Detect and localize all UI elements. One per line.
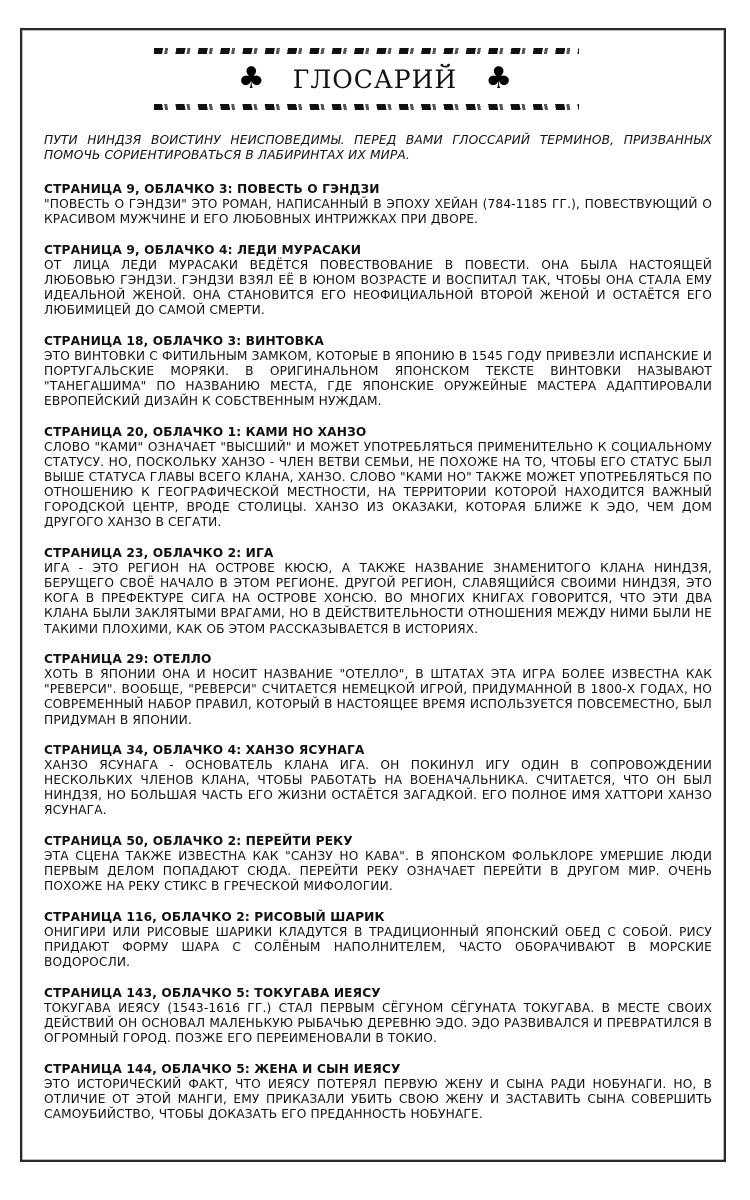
glossary-entry xyxy=(44,652,712,727)
entry-heading: СТРАНИЦА 9, ОБЛАЧКО 3: ПОВЕСТЬ О ГЭНДЗИ xyxy=(44,182,380,197)
glossary-entry xyxy=(44,243,712,318)
entry-heading: СТРАНИЦА 20, ОБЛАЧКО 1: КАМИ НО ХАНЗО xyxy=(44,424,367,439)
entry-body: ЭТО ИСТОРИЧЕСКИЙ ФАКТ, ЧТО ИЕЯСУ ПОТЕРЯЛ ПЕРВУЮ ЖЕНУ И СЫНА РАДИ НОБУНАГИ. НО, В ОТЛИЧИЕ ОТ ЭТОЙ МАНГИ, ЕМУ ПРИКАЗАЛИ УБИТЬ СВОЮ ЖЕНУ И ЗАСТАВИТЬ СЫНА СОВЕРШИТЬ САМОУБИЙСТВО, ЧТОБЫ ДОКАЗАТЬ ЕГО ПРЕДАННОСТЬ НОБУНАГЕ. xyxy=(44,1076,712,1121)
entry-heading: СТРАНИЦА 9, ОБЛАЧКО 4: ЛЕДИ МУРАСАКИ xyxy=(44,242,362,257)
entry-heading: СТРАНИЦА 144, ОБЛАЧКО 5: ЖЕНА И СЫН ИЕЯСУ xyxy=(44,1061,401,1076)
entry-body: ОНИГИРИ ИЛИ РИСОВЫЕ ШАРИКИ КЛАДУТСЯ В ТРАДИЦИОННЫЙ ЯПОНСКИЙ ОБЕД С СОБОЙ. РИСУ ПРИДАЮТ ФОРМУ ШАРА С СОЛЁНЫМ НАПОЛНИТЕЛЕМ, ЧАСТО ОБОРАЧИВАЮТ В МОРСКИЕ ВОДОРОСЛИ. xyxy=(44,925,712,970)
entry-heading: СТРАНИЦА 143, ОБЛАЧКО 5: ТОКУГАВА ИЕЯСУ xyxy=(44,985,381,1000)
entry-body: ТОКУГАВА ИЕЯСУ (1543-1616 ГГ.) СТАЛ ПЕРВЫМ СЁГУНОМ СЁГУНАТА ТОКУГАВА. В МЕСТЕ СВОИХ ДЕЙСТВИЙ ОН ОСНОВАЛ МАЛЕНЬКУЮ РЫБАЧЬЮ ДЕРЕВНЮ ЭДО. ЭДО РАЗВИВАЛСЯ И ПРЕВРАТИЛСЯ В ОГРОМНЫЙ ГОРОД. ПОЗЖЕ ЕГО ПЕРЕИМЕНОВАЛИ В ТОКИО. xyxy=(44,1000,712,1046)
glossary-entry xyxy=(44,334,712,409)
entry-body: СЛОВО "КАМИ" ОЗНАЧАЕТ "ВЫСШИЙ" И МОЖЕТ УПОТРЕБЛЯТЬСЯ ПРИМЕНИТЕЛЬНО К СОЦИАЛЬНОМУ СТАТУСУ. НО, ПОСКОЛЬКУ ХАНЗО - ЧЛЕН ВЕТВИ СЕМЬИ, НЕ ПОХОЖЕ НА ТО, ЧТОБЫ ЕГО СТАТУС БЫЛ ВЫШЕ СТАТУСА ГЛАВЫ ВСЕГО КЛАНА, ХАНЗО. СЛОВО "КАМИ НО" ТАКЖЕ МОЖЕТ УПОТРЕБЛЯТЬСЯ ПО ОТНОШЕНИЮ К ГЕОГРАФИЧЕСКОЙ МЕСТНОСТИ, НА ТЕРРИТОРИИ КОТОРОЙ НАХОДИТСЯ ВАЖНЫЙ ГОРОДСКОЙ ЦЕНТР, ВРОДЕ СТОЛИЦЫ. ХАНЗО ИЗ ОКАЗАКИ, КОТОРАЯ БЛИЖЕ К ЭДО, ЧЕМ ДОМ ДРУГОГО ХАНЗО В СЕГАТИ. xyxy=(44,440,712,530)
page-title: ГЛОСАРИЙ xyxy=(292,64,458,94)
header xyxy=(0,60,750,98)
glossary-content xyxy=(44,133,712,1138)
entry-heading: СТРАНИЦА 23, ОБЛАЧКО 2: ИГА xyxy=(44,546,274,561)
entry-heading: СТРАНИЦА 50, ОБЛАЧКО 2: ПЕРЕЙТИ РЕКУ xyxy=(44,834,353,849)
club-icon: ♣ xyxy=(485,61,513,96)
entry-heading: СТРАНИЦА 29: ОТЕЛЛО xyxy=(44,652,212,667)
entry-body: ЭТА СЦЕНА ТАКЖЕ ИЗВЕСТНА КАК "САНЗУ НО КАВА". В ЯПОНСКОМ ФОЛЬКЛОРЕ УМЕРШИЕ ЛЮДИ ПЕРВЫМ ДЕЛОМ ПОПАДАЮТ СЮДА. ПЕРЕЙТИ РЕКУ ОЗНАЧАЕТ ПЕРЕЙТИ В ДРУГОМ МИР. ОЧЕНЬ ПОХОЖЕ НА РЕКУ СТИКС В ГРЕЧЕСКОЙ МИФОЛОГИИ. xyxy=(44,849,712,894)
glossary-entry xyxy=(44,834,712,894)
entry-body: ОТ ЛИЦА ЛЕДИ МУРАСАКИ ВЕДЁТСЯ ПОВЕСТВОВАНИЕ В ПОВЕСТИ. ОНА БЫЛА НАСТОЯЩЕЙ ЛЮБОВЬЮ ГЭНДЗИ. ГЭНДЗИ ВЗЯЛ ЕЁ В ЮНОМ ВОЗРАСТЕ И ВОСПИТАЛ ТАК, ЧТОБЫ ОНА СТАЛА ЕМУ ИДЕАЛЬНОЙ ЖЕНОЙ. ОНА СТАНОВИТСЯ ЕГО НЕОФИЦИАЛЬНОЙ ВТОРОЙ ЖЕНОЙ И ОСТАЁТСЯ ЕГО ЛЮБИМИЦЕЙ ДО САМОЙ СМЕРТИ. xyxy=(44,258,712,318)
ornament-divider-bottom xyxy=(154,104,579,110)
ornament-divider-top xyxy=(154,48,579,54)
glossary-entry xyxy=(44,1062,712,1122)
glossary-entry xyxy=(44,910,712,970)
glossary-entry xyxy=(44,182,712,227)
entry-heading: СТРАНИЦА 18, ОБЛАЧКО 3: ВИНТОВКА xyxy=(44,333,324,348)
glossary-entry xyxy=(44,546,712,637)
entry-heading: СТРАНИЦА 116, ОБЛАЧКО 2: РИСОВЫЙ ШАРИК xyxy=(44,909,385,924)
entry-body: "ПОВЕСТЬ О ГЭНДЗИ" ЭТО РОМАН, НАПИСАННЫЙ В ЭПОХУ ХЕЙАН (784-1185 ГГ.), ПОВЕСТВУЮЩИЙ О КРАСИВОМ МУЖЧИНЕ И ЕГО ЛЮБОВНЫХ ИНТРИЖКАХ ПРИ ДВОРЕ. xyxy=(44,197,712,227)
glossary-entry xyxy=(44,425,712,531)
club-icon: ♣ xyxy=(237,61,265,96)
glossary-entry xyxy=(44,743,712,818)
intro-text: ПУТИ НИНДЗЯ ВОИСТИНУ НЕИСПОВЕДИМЫ. ПЕРЕД ВАМИ ГЛОССАРИЙ ТЕРМИНОВ, ПРИЗВАННЫХ ПОМОЧЬ СОРИЕНТИРОВАТЬСЯ В ЛАБИРИНТАХ ИХ МИРА. xyxy=(44,133,712,163)
entry-body: ИГА - ЭТО РЕГИОН НА ОСТРОВЕ КЮСЮ, А ТАКЖЕ НАЗВАНИЕ ЗНАМЕНИТОГО КЛАНА НИНДЗЯ, БЕРУЩЕГО СВОЁ НАЧАЛО В ЭТОМ РЕГИОНЕ. ДРУГОЙ РЕГИОН, СЛАВЯЩИЙСЯ СВОИМИ НИНДЗЯ, ЭТО КОГА В ПРЕФЕКТУРЕ СИГА НА ОСТРОВЕ ХОНСЮ. ВО МНОГИХ КНИГАХ ГОВОРИТСЯ, ЧТО ЭТИ ДВА КЛАНА БЫЛИ ЗАКЛЯТЫМИ ВРАГАМИ, НО В ДЕЙСТВИТЕЛЬНОСТИ ОТНОШЕНИЯ МЕЖДУ НИМИ БЫЛИ НЕ ТАКИМИ ПЛОХИМИ, КАК ОБ ЭТОМ РАССКАЗЫВАЕТСЯ В ИСТОРИЯХ. xyxy=(44,561,712,636)
entry-body: ЭТО ВИНТОВКИ С ФИТИЛЬНЫМ ЗАМКОМ, КОТОРЫЕ В ЯПОНИЮ В 1545 ГОДУ ПРИВЕЗЛИ ИСПАНСКИЕ И ПОРТУГАЛЬСКИЕ МОРЯКИ. В ОРИГИНАЛЬНОМ ЯПОНСКОМ ТЕКСТЕ ВИНТОВКИ НАЗЫВАЮТ "ТАНЕГАШИМА" ПО НАЗВАНИЮ МЕСТА, ГДЕ ЯПОНСКИЕ ОРУЖЕЙНЫЕ МАСТЕРА АДАПТИРОВАЛИ ЕВРОПЕЙСКИЙ ДИЗАЙН К СОБСТВЕННЫМ НУЖДАМ. xyxy=(44,349,712,409)
entry-body: ХОТЬ В ЯПОНИИ ОНА И НОСИТ НАЗВАНИЕ "ОТЕЛЛО", В ШТАТАХ ЭТА ИГРА БОЛЕЕ ИЗВЕСТНА КАК "РЕВЕРСИ". ВООБЩЕ, "РЕВЕРСИ" СЧИТАЕТСЯ НЕМЕЦКОЙ ИГРОЙ, ПРИДУМАННОЙ В 1800-Х ГОДАХ, НО СОВРЕМЕННЫЙ НАБОР ПРАВИЛ, КОТОРЫЙ В НАСТОЯЩЕЕ ВРЕМЯ ИСПОЛЬЗУЕТСЯ ПОВСЕМЕСТНО, БЫЛ ПРИДУМАН В ЯПОНИИ. xyxy=(44,667,712,727)
glossary-entry xyxy=(44,986,712,1046)
entry-heading: СТРАНИЦА 34, ОБЛАЧКО 4: ХАНЗО ЯСУНАГА xyxy=(44,743,365,758)
entry-body: ХАНЗО ЯСУНАГА - ОСНОВАТЕЛЬ КЛАНА ИГА. ОН ПОКИНУЛ ИГУ ОДИН В СОПРОВОЖДЕНИИ НЕСКОЛЬКИХ ЧЛЕНОВ КЛАНА, ЧТОБЫ РАБОТАТЬ НА ВОЕНАЧАЛЬНИКА. СЧИТАЕТСЯ, ЧТО ОН БЫЛ НИНДЗЯ, НО БОЛЬШАЯ ЧАСТЬ ЕГО ЖИЗНИ ОСТАЁТСЯ ЗАГАДКОЙ. ЕГО ПОЛНОЕ ИМЯ ХАТТОРИ ХАНЗО ЯСУНАГА. xyxy=(44,758,712,818)
